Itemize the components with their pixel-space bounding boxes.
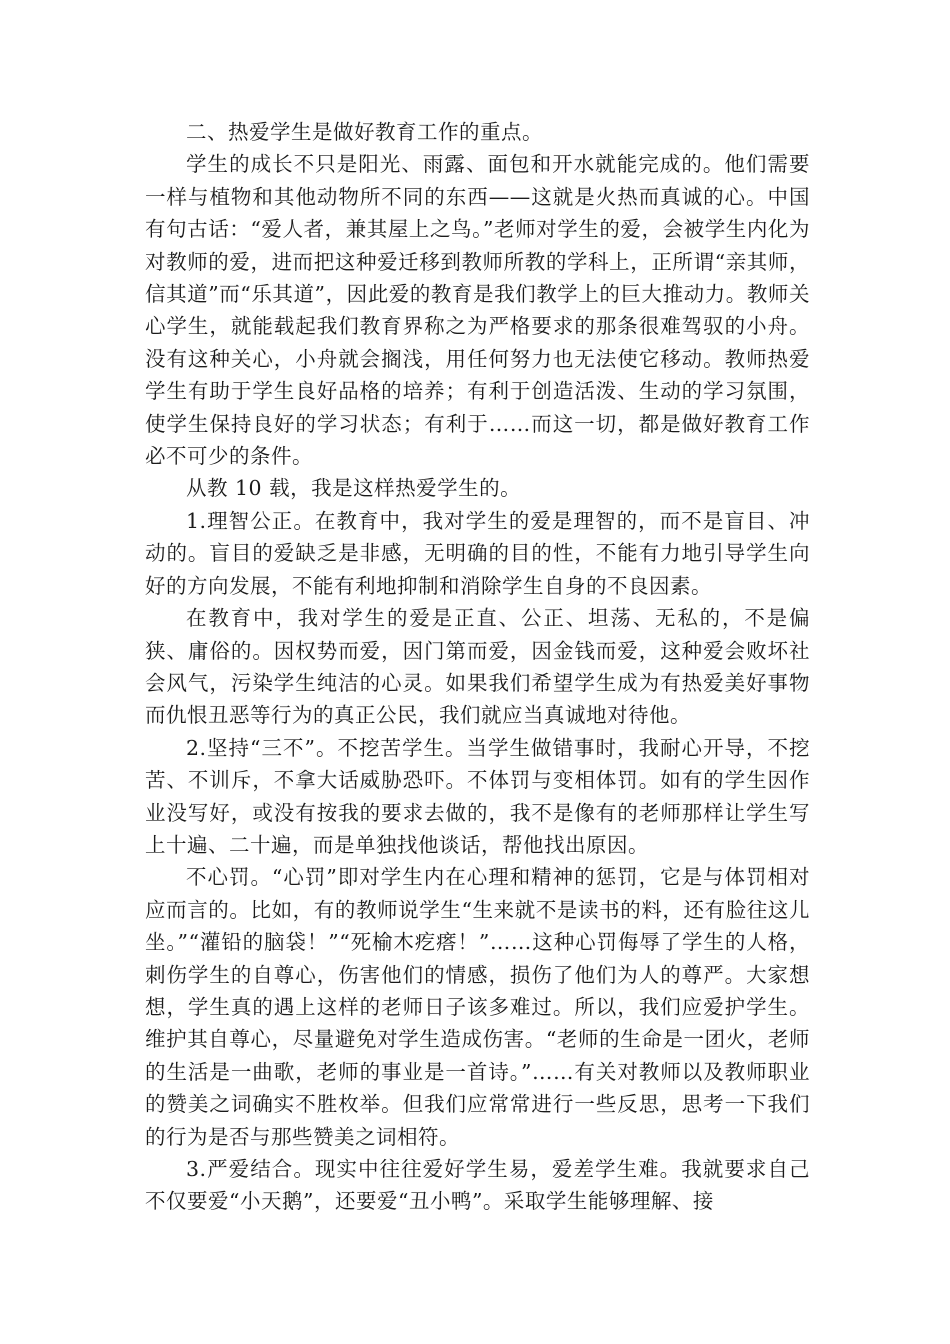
document-body [145,116,810,1218]
paragraph: 3.严爱结合。现实中往往爱好学生易，爱差学生难。我就要求自己不仅要爱“小天鹅”，还要爱“丑小鸭”。采取学生能够理解、接 [145,1157,810,1214]
paragraph: 1.理智公正。在教育中，我对学生的爱是理智的，而不是盲目、冲动的。盲目的爱缺乏是非感，无明确的目的性，不能有力地引导学生向好的方向发展，不能有利地抑制和消除学生自身的不良因素。 [145,508,810,598]
section-heading: 二、热爱学生是做好教育工作的重点。 [186,120,543,144]
paragraph: 2.坚持“三不”。不挖苦学生。当学生做错事时，我耐心开导，不挖苦、不训斥，不拿大话威胁恐吓。不体罚与变相体罚。如有的学生因作业没写好，或没有按我的要求去做的，我不是像有的老师那样让学生写上十遍、二十遍，而是单独找他谈话，帮他找出原因。 [145,735,810,857]
paragraph: 在教育中，我对学生的爱是正直、公正、坦荡、无私的，不是偏狭、庸俗的。因权势而爱，因门第而爱，因金钱而爱，这种爱会败坏社会风气，污染学生纯洁的心灵。如果我们希望学生成为有热爱美好事物而仇恨丑恶等行为的真正公民，我们就应当真诚地对待他。 [145,606,810,728]
paragraph: 不心罚。“心罚”即对学生内在心理和精神的惩罚，它是与体罚相对应而言的。比如，有的教师说学生“生来就不是读书的料，还有脸往这儿坐。”“灌铅的脑袋！”“死榆木疙瘩！”……这种心罚侮辱了学生的人格，刺伤学生的自尊心，伤害他们的情感，损伤了他们为人的尊严。大家想想，学生真的遇上这样的老师日子该多难过。所以，我们应爱护学生。维护其自尊心，尽量避免对学生造成伤害。“老师的生命是一团火，老师的生活是一曲歌，老师的事业是一首诗。”……有关对教师以及教师职业的赞美之词确实不胜枚举。但我们应常常进行一些反思，思考一下我们的行为是否与那些赞美之词相符。 [145,865,810,1149]
paragraph: 学生的成长不只是阳光、雨露、面包和开水就能完成的。他们需要一样与植物和其他动物所不同的东西——这就是火热而真诚的心。中国有句古话：“爱人者，兼其屋上之鸟。”老师对学生的爱，会被学生内化为对教师的爱，进而把这种爱迁移到教师所教的学科上，正所谓“亲其师，信其道”而“乐其道”，因此爱的教育是我们教学上的巨大推动力。教师关心学生，就能载起我们教育界称之为严格要求的那条很难驾驭的小舟。没有这种关心，小舟就会搁浅，用任何努力也无法使它移动。教师热爱学生有助于学生良好品格的培养；有利于创造活泼、生动的学习氛围，使学生保持良好的学习状态；有利于……而这一切，都是做好教育工作必不可少的条件。 [145,152,810,469]
paragraph: 从教 10 载，我是这样热爱学生的。 [186,476,522,501]
